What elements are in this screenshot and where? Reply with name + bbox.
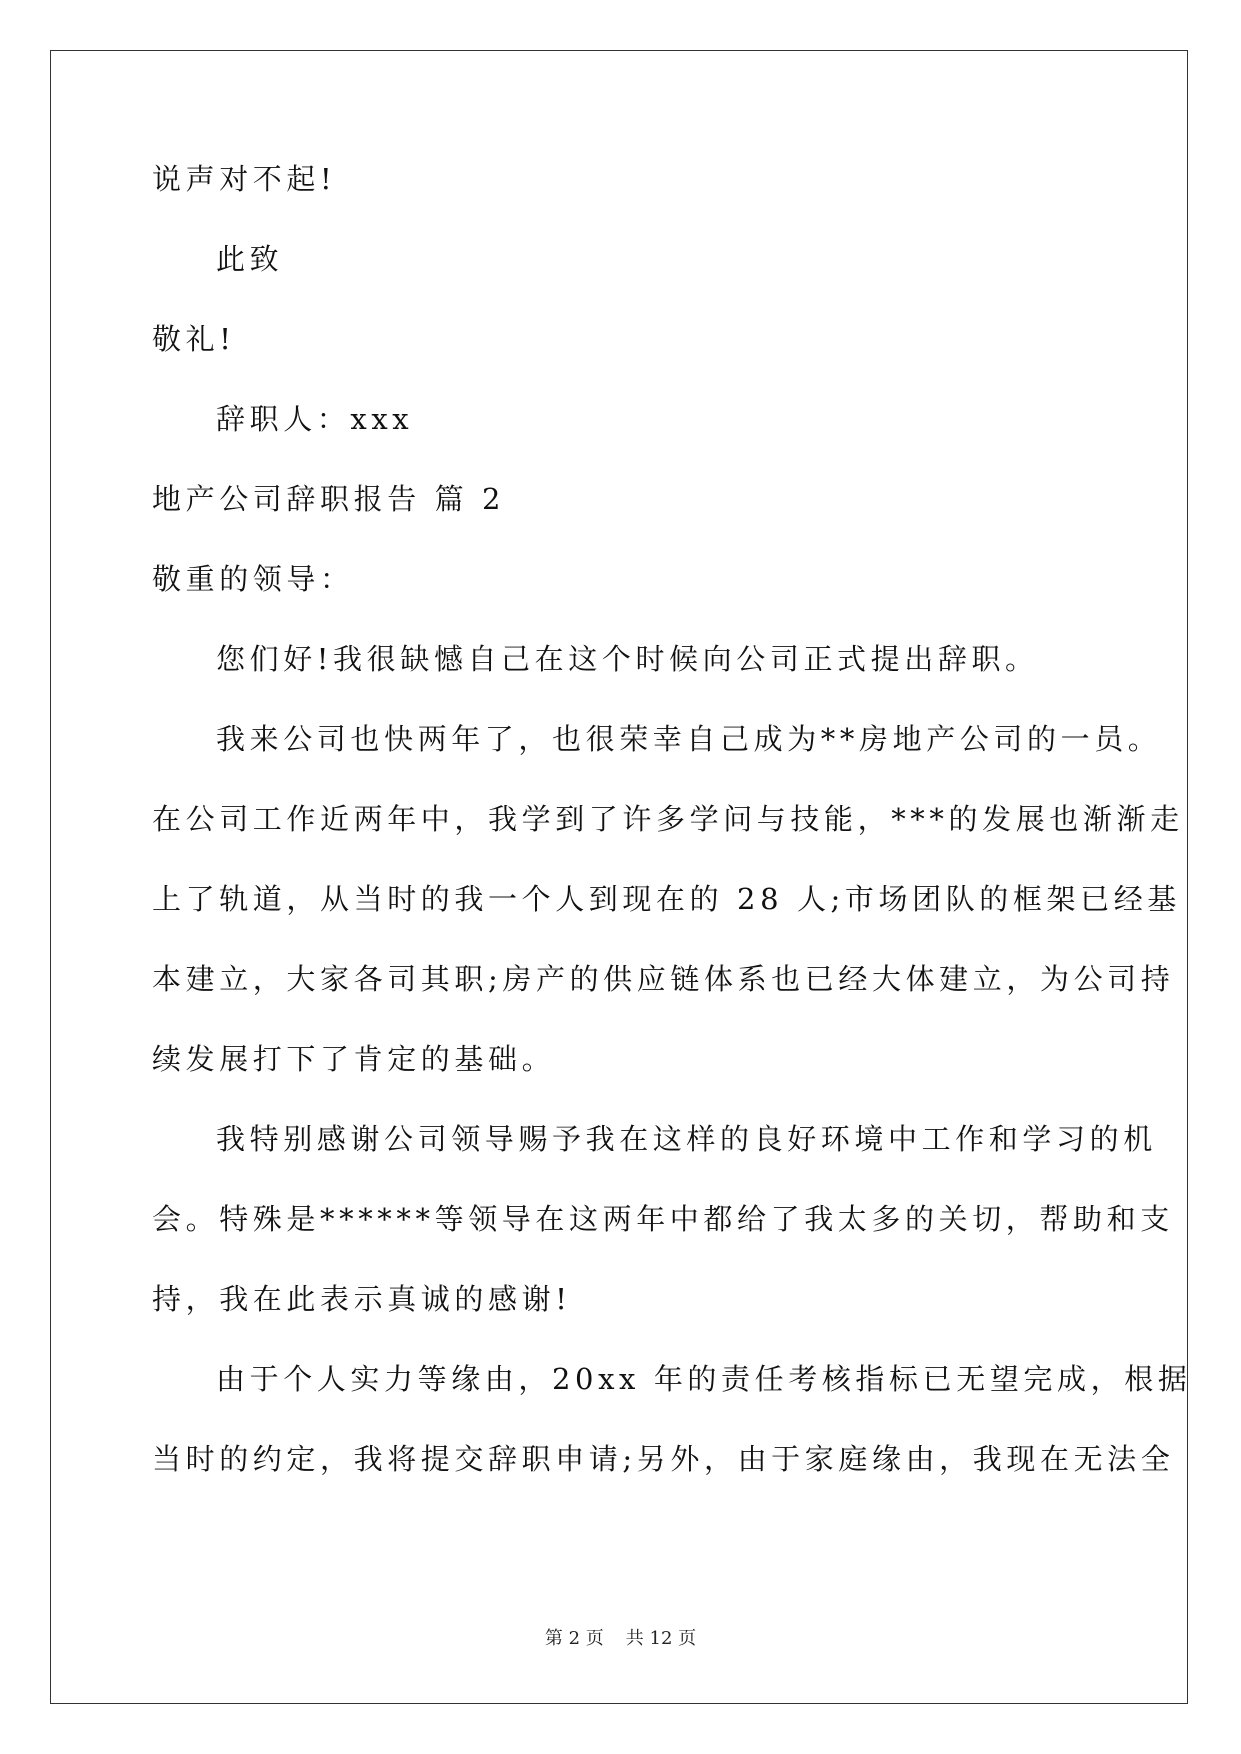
text-line: 在公司工作近两年中，我学到了许多学问与技能，***的发展也渐渐走 [152, 802, 1184, 836]
text-line: 说声对不起! [152, 162, 337, 196]
text-line: 会。特殊是******等领导在这两年中都给了我太多的关切，帮助和支 [152, 1202, 1174, 1236]
signature-line: 辞职人：xxx [216, 402, 414, 436]
page-number: 第 2 页 [544, 1628, 604, 1649]
text-line: 此致 [216, 242, 284, 276]
text-line: 续发展打下了肯定的基础。 [152, 1042, 556, 1076]
salutation: 敬重的领导： [152, 562, 354, 596]
text-line: 上了轨道，从当时的我一个人到现在的 28 人;市场团队的框架已经基 [152, 882, 1181, 916]
text-line: 我特别感谢公司领导赐予我在这样的良好环境中工作和学习的机 [216, 1122, 1157, 1156]
document-body [152, 160, 1192, 1479]
text-line: 由于个人实力等缘由，20xx 年的责任考核指标已无望完成，根据 [216, 1362, 1192, 1396]
text-line: 我来公司也快两年了，也很荣幸自己成为**房地产公司的一员。 [216, 722, 1162, 756]
page-footer [0, 1628, 1241, 1650]
page-total: 共 12 页 [625, 1628, 697, 1649]
text-line: 持，我在此表示真诚的感谢! [152, 1282, 572, 1316]
text-line: 本建立，大家各司其职;房产的供应链体系也已经大体建立，为公司持 [152, 962, 1175, 996]
text-line: 您们好!我很缺憾自己在这个时候向公司正式提出辞职。 [216, 642, 1039, 676]
text-line: 敬礼! [152, 322, 236, 356]
section-title: 地产公司辞职报告 篇 2 [152, 482, 506, 516]
text-line: 当时的约定，我将提交辞职申请;另外，由于家庭缘由，我现在无法全 [152, 1442, 1175, 1476]
